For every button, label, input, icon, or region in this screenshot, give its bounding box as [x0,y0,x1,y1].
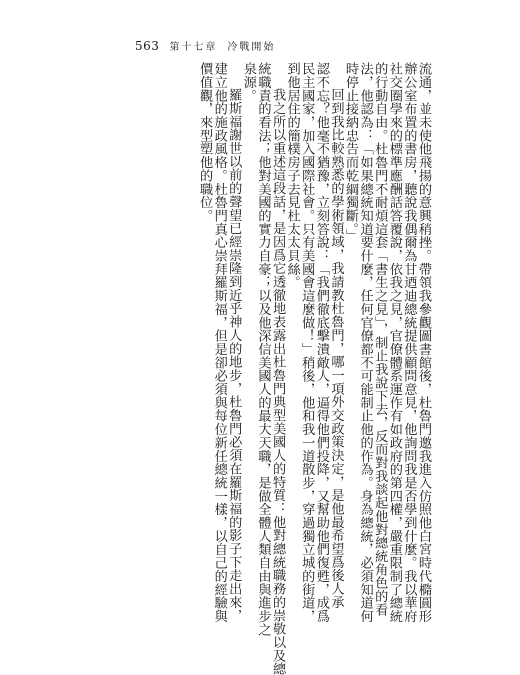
text-column: 到他居住的簡樸房子去見杜太太貝絲。 [284,62,300,289]
text-column: 我之所以重述這段話，是因爲它透徹地表露出杜魯門典型美國人的特質：他對總統職務的崇敬以及總 [270,88,286,675]
text-column: 認不忘？他毫不猶豫，立刻答說：「我們徹底擊潰敵人，逼得他們投降，又幫助他們復甦，成爲 [313,62,329,623]
chapter-label: 第十七章 [169,42,218,53]
text-column: 民主國家，加入國際社會。只有美國會這麼做！」稍後，他和我一道散步，穿過獨立城的街道， [299,62,315,623]
chapter-title: 冷戰開始 [227,42,276,53]
text-column: 統職責的看法；他對美國的實力自豪；以及他深信美國人的最大天職，是做全體人類自由與進步之 [255,62,271,637]
text-column: 泉源。 [240,62,256,103]
text-column: 流通，並未使他飛揚的意興稍挫。帶領我參觀圖書館後，杜魯門邀我進入仿照他白宮時代橢圓形 [416,62,431,623]
text-column: 社交圈學來的標準應酬話答覆說，依我之見，官僚體系運作有如政府的第四權，嚴重限制了總統 [386,62,402,623]
text-column: 價值觀，來型塑他的職位。 [197,62,213,223]
text-column: 辦公室布置的書房，聽說我偶爾為甘迺迪總統提供顧問意見，他詢問我是否學到什麼。我以華府 [401,62,417,623]
body-text [138,62,431,675]
text-column: 羅斯福謝世以前的聲望已經崇隆到近乎神人的地步，杜魯門必須在羅斯福的影子下走出來， [226,88,242,622]
text-column: 回到我比較熟悉的學術領域，我請教杜魯門，哪一項外交政策決定，是他最希望爲後人承 [328,88,344,609]
page-number: 563 [135,39,160,53]
text-column: 法，他認為：「如果總統知道要什麼，任何官僚都不可能制止他的作為。身為總統，必須知道何 [357,62,373,623]
text-column: 時停止接納忠告而乾綱獨斷。」 [343,62,359,243]
text-column: 建立他的施政風格。杜魯門真心崇拜羅斯福，但是卻必須與每位新任總統一樣，以自己的經驗與 [211,62,227,623]
text-column: 的行動自由。杜魯門不耐煩這套「書生之見」，制止我說下去，反而對我談起他對總統角色的看 [372,62,388,617]
running-header [135,38,275,53]
